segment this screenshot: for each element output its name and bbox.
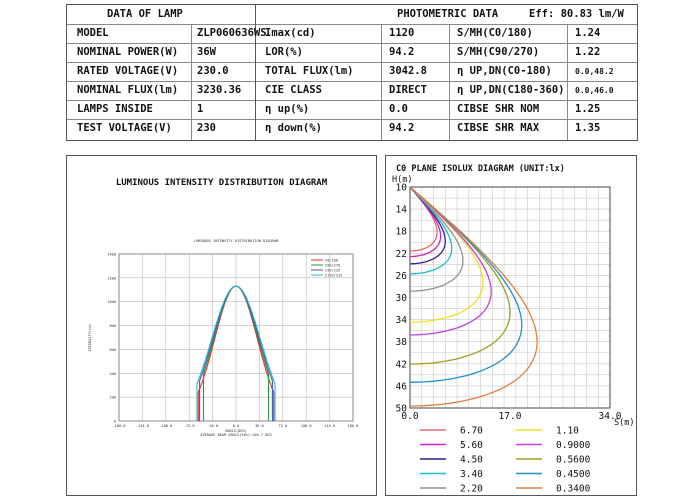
x-tick-label: 36.0 [255,424,264,428]
photometric-label2: CIBSE SHR NOM [457,103,540,115]
isolux-x-axis-label: S(m) [614,418,635,428]
photometric-value2: 0.0,48.2 [575,67,614,76]
x-tick-label: 0.0 [232,424,240,428]
photometric-label2: η UP,DN(C0-180) [457,65,552,77]
legend-label: C90/270 [325,263,341,268]
photometric-value: 94.2 [389,122,415,134]
isolux-y-tick: 14 [395,204,407,216]
x-axis-label: ANGLE(DEG) [225,429,247,433]
x-tick-label: 180.0 [347,424,359,428]
x-axis-label-2: AVERAGE BEAM ANGLE(50%):105.7 DEG [200,433,272,437]
isolux-panel-title: C0 PLANE ISOLUX DIAGRAM (UNIT:lx) [396,164,565,174]
isolux-panel [385,155,637,496]
photometric-value: 0.0 [389,103,408,115]
isolux-y-tick: 18 [395,226,407,238]
photometric-label: η up(%) [265,103,310,115]
photometric-value: 1120 [389,27,415,39]
isolux-y-tick: 30 [395,293,407,304]
isolux-legend-label: 0.4500 [556,469,591,480]
photometric-value2: 0.0,46.0 [575,86,614,95]
isolux-legend-label: 2.20 [460,483,483,495]
intensity-panel [66,155,377,496]
y-tick-label: 800 [109,324,116,329]
lamp-data-table [66,4,638,141]
photometric-value2: 1.35 [575,122,601,134]
x-tick-label: -36.0 [207,424,219,428]
isolux-curve-5.60 [410,187,441,257]
isolux-y-tick: 46 [395,381,407,393]
lamp-row-value: 36W [197,46,216,58]
legend-label: C0/180 [325,258,338,263]
chart-subtitle: LUMINOUS INTENSITY DISTRIBUTION DIAGRAM [193,239,279,243]
lamp-row-label: NOMINAL POWER(W) [77,46,179,58]
photometric-label2: S/MH(C90/270) [457,46,540,58]
isolux-legend-label: 1.10 [556,425,579,437]
photometric-label: TOTAL FLUX(lm) [265,65,354,77]
x-tick-label: -72.0 [183,424,195,428]
photometric-value2: 1.24 [575,27,601,39]
y-tick-label: 1400 [107,252,116,257]
photometric-label: Imax(cd) [265,27,316,39]
x-tick-label: 72.0 [278,424,288,428]
lamp-row-label: MODEL [77,27,109,39]
isolux-legend-label: 6.70 [460,425,483,437]
y-tick-label: 1200 [107,276,116,281]
isolux-y-tick: 42 [395,359,407,371]
isolux-y-tick: 38 [395,337,407,349]
isolux-curve-4.50 [410,187,445,264]
legend-label: C135/315 [325,273,343,278]
isolux-chart [386,156,636,495]
isolux-legend-label: 4.50 [460,454,483,466]
isolux-legend-label: 0.3400 [556,483,591,495]
photometric-label2: S/MH(C0/180) [457,27,533,39]
x-tick-label: -180.0 [112,424,126,428]
lamp-row-value: 3230.36 [197,84,242,96]
x-tick-label: -144.0 [135,424,149,428]
photometric-label: CIE CLASS [265,84,322,96]
lamp-data-header: DATA OF LAMP [107,8,183,20]
photometric-label2: η UP,DN(C180-360) [457,84,565,96]
x-tick-label: 144.0 [324,424,336,428]
intensity-chart [67,196,376,496]
isolux-legend-label: 5.60 [460,440,483,451]
isolux-y-tick: 22 [395,248,407,260]
y-tick-label: 600 [109,347,116,352]
isolux-y-axis-label: H(m) [392,175,413,185]
lamp-row-label: TEST VOLTAGE(V) [77,122,172,134]
lamp-row-value: ZLP060636WS [197,27,267,39]
isolux-legend-label: 0.9000 [556,440,591,451]
photometric-label: LOR(%) [265,46,303,58]
lamp-row-value: 1 [197,103,204,115]
isolux-legend-label: 3.40 [460,469,483,480]
isolux-y-tick: 34 [395,315,407,327]
y-tick-label: 0 [113,419,116,424]
photometric-value: 94.2 [389,46,415,58]
y-axis-label: INTENSITY(cd) [88,323,92,352]
isolux-curve-6.70 [410,187,437,251]
photometric-data-header: PHOTOMETRIC DATA [397,8,499,20]
x-tick-label: -108.0 [159,424,173,428]
isolux-legend-label: 0.5600 [556,454,591,466]
isolux-y-tick: 26 [395,270,407,282]
photometric-value: DIRECT [389,84,427,96]
y-tick-label: 1000 [107,300,116,305]
lamp-row-label: LAMPS INSIDE [77,103,153,115]
lamp-row-label: RATED VOLTAGE(V) [77,65,179,77]
isolux-x-tick: 34.0 [598,411,622,422]
photometric-label2: CIBSE SHR MAX [457,122,540,134]
photometric-value: 3042.8 [389,65,427,77]
isolux-y-tick: 10 [395,182,407,194]
isolux-y-tick: 50 [395,403,407,415]
lamp-row-label: NOMINAL FLUX(lm) [77,84,179,96]
y-tick-label: 400 [109,371,116,376]
isolux-curve-1.10 [410,187,483,322]
photometric-value2: 1.22 [575,46,601,58]
y-tick-label: 200 [109,395,116,400]
efficiency-label: Eff: 80.83 lm/W [529,8,624,20]
x-tick-label: 108.0 [300,424,312,428]
legend-label: C45/225 [325,268,341,273]
photometric-label: η down(%) [265,122,322,134]
isolux-x-tick: 0.0 [401,411,419,422]
photometric-value2: 1.25 [575,103,601,115]
intensity-panel-title: LUMINOUS INTENSITY DISTRIBUTION DIAGRAM [115,178,328,188]
lamp-row-value: 230.0 [197,65,229,77]
isolux-x-tick: 17.0 [498,411,522,422]
lamp-row-value: 230 [197,122,216,134]
